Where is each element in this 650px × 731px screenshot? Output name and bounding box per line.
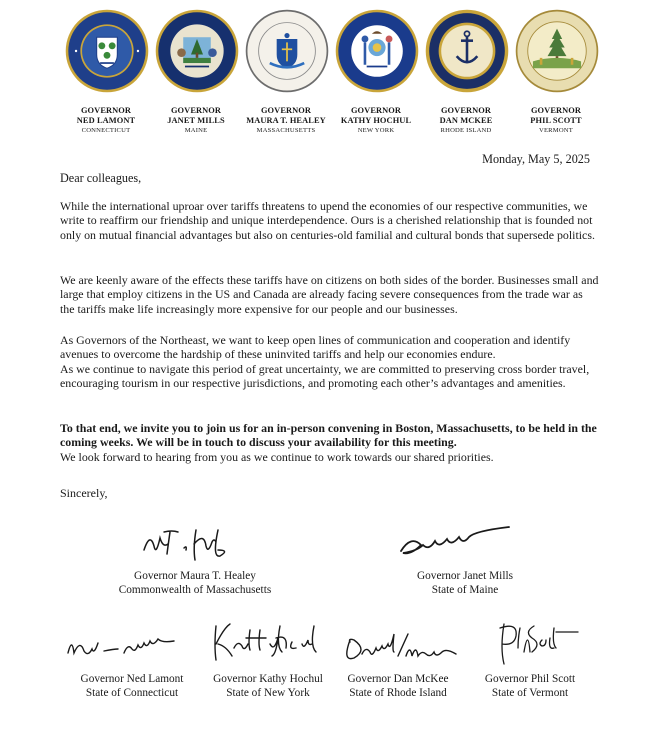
hochul-signature-icon xyxy=(210,618,325,668)
signature-block-scott xyxy=(460,672,600,700)
letter-salutation: Dear colleagues, xyxy=(60,171,142,185)
governor-title: GOVERNOR xyxy=(170,106,222,115)
invitation-closing-text: We look forward to hearing from you as we continue to work towards our shared priorities. xyxy=(60,449,494,464)
signature-block-mckee xyxy=(328,672,468,700)
governor-state: NEW YORK xyxy=(357,127,395,134)
governor-header-connecticut xyxy=(56,106,156,136)
rhode-island-seal-icon xyxy=(424,8,510,94)
signer-name: Governor Ned Lamont xyxy=(80,673,184,685)
mills-signature-icon xyxy=(395,525,535,565)
signature-block-lamont xyxy=(62,672,202,700)
letter-closing: Sincerely, xyxy=(60,486,108,500)
signature-block-hochul xyxy=(198,672,338,700)
letter-date: Monday, May 5, 2025 xyxy=(482,152,590,166)
governor-name: PHIL SCOTT xyxy=(530,116,582,125)
signer-office: State of Vermont xyxy=(491,687,569,699)
governor-header-massachusetts xyxy=(236,106,336,136)
massachusetts-seal-icon xyxy=(244,8,330,94)
governor-state: MASSACHUSETTS xyxy=(256,127,316,134)
governor-title: GOVERNOR xyxy=(350,106,402,115)
signer-name: Governor Janet Mills xyxy=(416,570,513,582)
governor-state: RHODE ISLAND xyxy=(440,127,492,134)
scott-signature-icon xyxy=(490,618,585,673)
signer-office: State of New York xyxy=(226,687,310,699)
healey-signature-icon xyxy=(140,520,250,570)
signature-block-mills xyxy=(365,569,565,597)
paragraph-cooperation xyxy=(60,333,600,391)
governor-name: JANET MILLS xyxy=(167,116,225,125)
governor-title: GOVERNOR xyxy=(440,106,492,115)
paragraph-cooperation-part2: As we continue to navigate this period of great uncertainty, we are committed to preserving cross border travel, encouraging tourism in our respective jurisdictions, and promoting each other’s advantages and amenities. xyxy=(60,361,590,391)
signer-name: Governor Kathy Hochul xyxy=(213,673,323,685)
governor-header-vermont xyxy=(506,106,606,136)
signer-office: State of Rhode Island xyxy=(349,687,447,699)
paragraph-cooperation-part1: As Governors of the Northeast, we want to keep open lines of communication and cooperation and identify avenues to overcome the hardship of these uninvited tariffs and help our economies endure. xyxy=(60,333,571,362)
governor-name: MAURA T. HEALEY xyxy=(246,116,326,125)
governor-header-maine xyxy=(146,106,246,136)
signer-name: Governor Dan McKee xyxy=(347,673,449,685)
connecticut-seal-icon xyxy=(64,8,150,94)
governor-title: GOVERNOR xyxy=(260,106,312,115)
governor-name: DAN MCKEE xyxy=(439,116,493,125)
signer-office: Commonwealth of Massachusetts xyxy=(118,584,272,596)
signer-office: State of Connecticut xyxy=(85,687,179,699)
signer-office: State of Maine xyxy=(431,584,499,596)
signer-name: Governor Phil Scott xyxy=(484,673,576,685)
paragraph-tariff-effects: We are keenly aware of the effects these tariffs have on citizens on both sides of the border. Businesses small and large that employ citizens in the US and Canada are already facing severe consequences from the trade war as the tariffs make life increasingly more expensive for our people and our businesses. xyxy=(60,273,599,316)
governor-state: CONNECTICUT xyxy=(81,127,131,134)
lamont-signature-icon xyxy=(62,627,192,667)
governor-title: GOVERNOR xyxy=(80,106,132,115)
governor-header-rhode-island xyxy=(416,106,516,136)
maine-seal-icon xyxy=(154,8,240,94)
governor-state: MAINE xyxy=(184,127,208,134)
vermont-seal-icon xyxy=(514,8,600,94)
governor-title: GOVERNOR xyxy=(530,106,582,115)
paragraph-friendship: While the international uproar over tariffs threatens to upend the economies of our respective communities, we write to reaffirm our friendship and unique interdependence. Ours is a cherished relationship that is founded not only on mutual financial advantages but also on centuries-old familial and cultural bonds that supersede politics. xyxy=(60,199,595,242)
signature-block-healey xyxy=(95,569,295,597)
governor-name: NED LAMONT xyxy=(76,116,136,125)
paragraph-invitation xyxy=(60,421,600,464)
governor-name: KATHY HOCHUL xyxy=(340,116,412,125)
invitation-bold-text: To that end, we invite you to join us for an in-person convening in Boston, Massachusetts, to be held in the coming weeks. We will be in touch to discuss your availability for this meeting. xyxy=(60,421,597,450)
new-york-seal-icon xyxy=(334,8,420,94)
governor-state: VERMONT xyxy=(538,127,573,134)
mckee-signature-icon xyxy=(340,628,460,668)
governor-header-new-york xyxy=(326,106,426,136)
signer-name: Governor Maura T. Healey xyxy=(134,570,256,582)
